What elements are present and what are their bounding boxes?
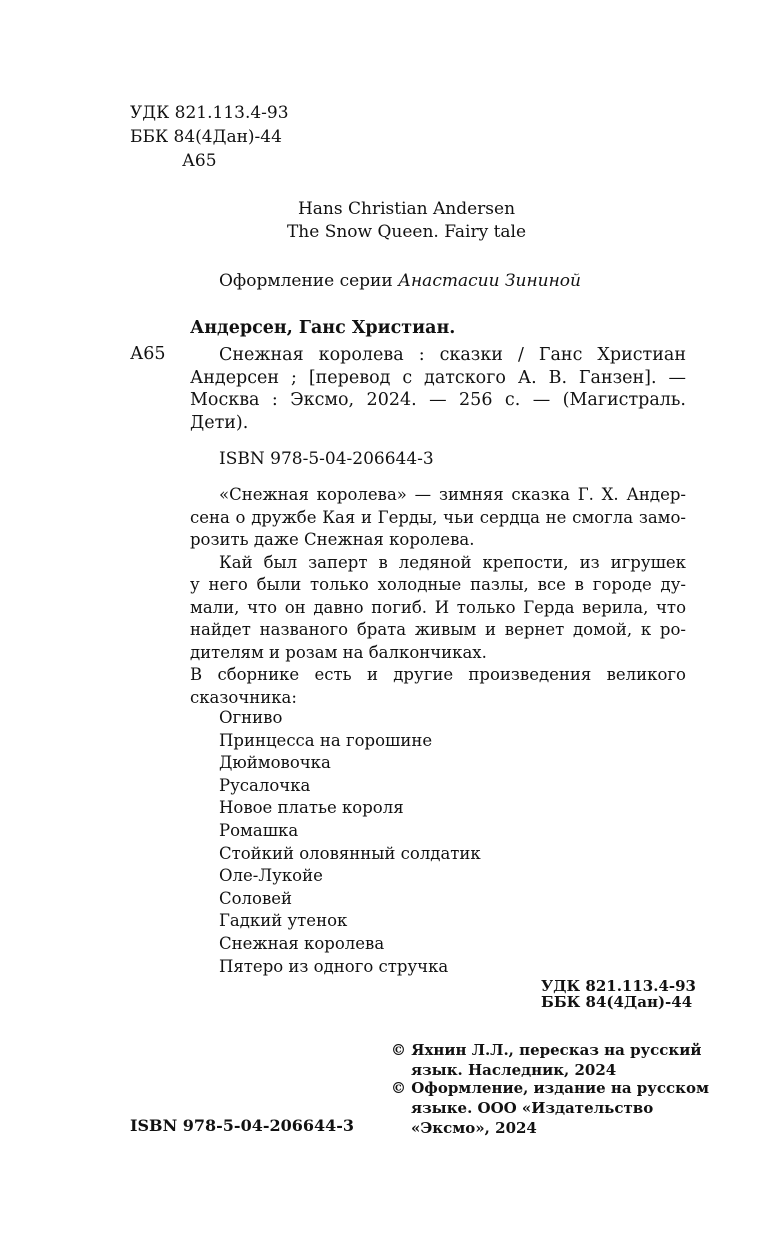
biblio-author: Андерсен, Ганс Христиан. [190,318,456,338]
list-item: Соловей [219,888,293,908]
biblio-line: Снежная королева : сказки / Ганс Христиан [219,345,686,365]
copyright-design [391,1078,709,1138]
designer-name: Анастасии Зининой [398,271,581,291]
isbn-bottom: ISBN 978-5-04-206644-3 [130,1116,355,1135]
biblio-line: Москва : Эксмо, 2024. — 256 с. — (Магистраль. [190,390,686,410]
annotation-line: найдет названого брата живым и вернет домой, к ро- [190,620,686,639]
biblio-line: Дети). [190,412,249,433]
copyright-line: «Эксмо», 2024 [411,1119,537,1137]
list-item: Дюймовочка [219,753,331,773]
list-item: Снежная королева [219,933,385,953]
annotation-line: розить даже Снежная королева. [190,530,475,549]
list-item: Огниво [219,708,283,727]
bbk-code-bottom: ББК 84(4Дан)-44 [541,993,693,1011]
annotation-paragraph-3 [190,664,686,709]
biblio-line: Андерсен ; [перевод с датского А. В. Ганзен]. — [190,367,686,388]
list-item: Оле-Лукойе [219,866,323,886]
copyright-retelling [391,1040,702,1080]
copyright-line: © Яхнин Л.Л., пересказ на русский [391,1041,702,1059]
annotation-line: Кай был заперт в ледяной крепости, из игрушек [219,552,686,572]
annotation-paragraph-2 [190,552,686,665]
annotation-line: «Снежная королева» — зимняя сказка Г. Х. Андер- [219,485,686,504]
biblio-description [219,344,686,367]
copyright-line: язык. Наследник, 2024 [411,1061,617,1079]
list-item: Русалочка [219,775,311,795]
annotation-line: В сборнике есть и другие произведения великого [190,665,686,684]
original-author: Hans Christian Andersen [297,199,516,219]
bbk-code-top: ББК 84(4Дан)-44 [130,127,282,147]
udk-code-top: УДК 821.113.4-93 [130,103,289,123]
annotation-line: мали, что он давно погиб. И только Герда верила, что [190,597,686,617]
list-item: Новое платье короля [219,798,404,818]
annotation-line: сказочника: [190,687,297,707]
list-item: Стойкий оловянный солдатик [219,843,481,863]
list-item: Пятеро из одного стручка [219,956,449,976]
annotation-paragraph-1 [190,484,686,552]
list-item: Гадкий утенок [219,911,348,931]
copyright-line: языке. ООО «Издательство [411,1099,654,1117]
works-list [219,707,481,978]
series-design-credit [219,270,581,292]
biblio-author-mark: А65 [130,344,166,364]
isbn-entry: ISBN 978-5-04-206644-3 [219,449,434,469]
design-prefix: Оформление серии [219,271,399,291]
copyright-line: © Оформление, издание на русском [391,1079,709,1097]
original-title: The Snow Queen. Fairy tale [286,222,527,242]
list-item: Ромашка [219,820,299,840]
biblio-description-cont [190,367,686,435]
udk-code-bottom: УДК 821.113.4-93 [541,977,696,995]
annotation-line: у него были только холодные пазлы, все в городе ду- [190,575,686,594]
author-mark-top: А65 [182,151,217,171]
annotation-line: сена о дружбе Кая и Герды, чьи сердца не смогла замо- [190,507,686,527]
list-item: Принцесса на горошине [219,730,433,750]
annotation-line: дителям и розам на балкончиках. [190,642,487,662]
